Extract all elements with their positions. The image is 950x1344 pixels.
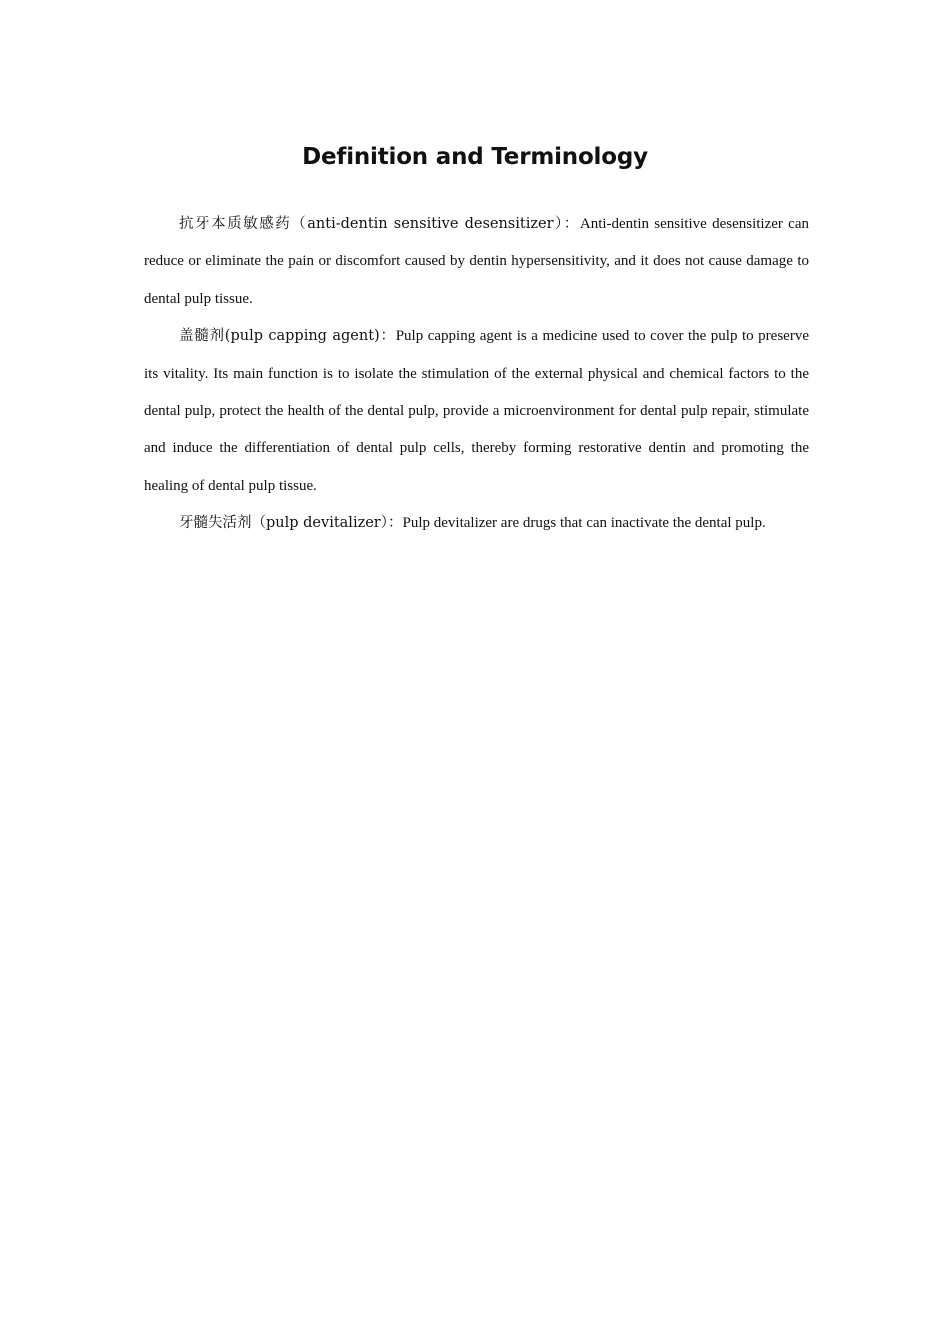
definition-term: 盖髓剂(pulp capping agent)： [179, 328, 396, 345]
definition-anti-dentin-desensitizer [144, 206, 809, 318]
definition-pulp-devitalizer [144, 505, 809, 542]
definition-text: Pulp devitalizer are drugs that can inactivate the dental pulp. [402, 515, 766, 532]
definition-pulp-capping-agent [144, 318, 809, 505]
definition-term: 抗牙本质敏感药（anti-dentin sensitive desensitizer）： [179, 216, 580, 232]
page-title: Definition and Terminology [302, 144, 648, 170]
definition-text: Anti-dentin sensitive desensitizer can reduce or eliminate the pain or discomfort caused by dentin hypersensitivity, and it does not cause damage to dental pulp tissue. [144, 216, 809, 307]
definition-text: Pulp capping agent is a medicine used to cover the pulp to preserve its vitality. Its main function is to isolate the stimulation of the external physical and chemical factors to the dental pulp, protect the health of the dental pulp, provide a microenvironment for dental pulp repair, stimulate and induce the differentiation of dental pulp cells, thereby forming restorative dentin and promoting the healing of dental pulp tissue. [144, 328, 809, 494]
definitions-body [144, 206, 809, 543]
definition-term: 牙髓失活剂（pulp devitalizer）： [179, 515, 403, 532]
